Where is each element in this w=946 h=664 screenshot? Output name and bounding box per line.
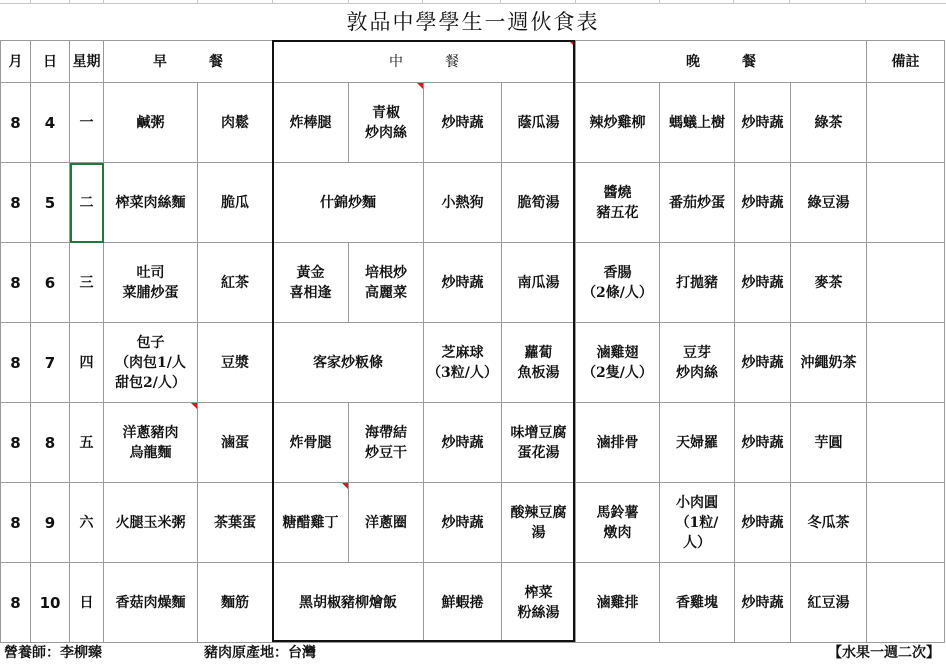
weekly-menu-table [0, 40, 945, 643]
dish-line: 榨菜肉絲麵 [115, 194, 186, 211]
column-tick [30, 0, 31, 3]
column-tick [733, 0, 734, 3]
menu-row [1, 563, 945, 643]
breakfast-dish-cell[interactable] [198, 243, 273, 323]
column-tick [500, 0, 501, 3]
breakfast-dish-cell[interactable] [104, 163, 198, 243]
dish-line: 喜相逢 [289, 284, 332, 301]
header-day[interactable]: 日 [31, 41, 70, 83]
dish-line: 滷雞翅 [596, 344, 639, 361]
lunch-dish-cell[interactable] [502, 83, 576, 163]
lunch-dish-cell[interactable] [502, 403, 576, 483]
dinner-dish-cell[interactable] [576, 483, 660, 563]
month-cell[interactable]: 8 [1, 403, 31, 483]
lunch-dish-cell[interactable] [273, 163, 424, 243]
dish-line: 豆漿 [221, 354, 249, 371]
dish-line: 包子 [136, 334, 165, 351]
dinner-dish-cell[interactable] [660, 323, 735, 403]
breakfast-dish-cell[interactable] [104, 83, 198, 163]
lunch-dish-cell[interactable] [424, 403, 502, 483]
lunch-dish-cell[interactable] [349, 83, 424, 163]
dish-line: 脆瓜 [221, 194, 249, 211]
weekday-cell[interactable]: 一 [70, 83, 104, 163]
breakfast-dish-cell[interactable] [104, 243, 198, 323]
dinner-dish-cell[interactable] [791, 83, 867, 163]
lunch-dish-cell[interactable] [424, 323, 502, 403]
month-cell[interactable]: 8 [1, 483, 31, 563]
lunch-dish-cell[interactable] [349, 243, 424, 323]
dinner-dish-cell[interactable] [791, 403, 867, 483]
dish-line: 海帶結 [365, 424, 407, 441]
dish-line: 烏龍麵 [129, 444, 172, 461]
month-cell[interactable]: 8 [1, 163, 31, 243]
month-cell[interactable]: 8 [1, 243, 31, 323]
breakfast-dish-cell[interactable] [104, 323, 198, 403]
breakfast-dish-cell[interactable] [104, 563, 198, 643]
dish-line: 螞蟻上樹 [669, 114, 725, 131]
dish-line: 燉肉 [603, 524, 632, 541]
lunch-dish-cell[interactable] [502, 163, 576, 243]
dish-line: 洋蔥豬肉 [122, 424, 179, 441]
dinner-dish-cell[interactable] [791, 323, 867, 403]
day-cell[interactable]: 4 [31, 83, 70, 163]
dinner-dish-cell[interactable] [576, 563, 660, 643]
dinner-dish-cell[interactable] [735, 83, 791, 163]
dish-line: 培根炒 [365, 264, 407, 281]
weekday-cell[interactable]: 五 [70, 403, 104, 483]
dish-line: 粉絲湯 [517, 604, 560, 621]
dish-line: 青椒 [372, 104, 400, 121]
dish-line: 魚板湯 [517, 364, 560, 381]
dish-line: 麵筋 [221, 594, 249, 611]
dish-line: 蘿蔔 [524, 344, 553, 361]
notes-cell[interactable] [867, 563, 945, 643]
dish-line: 脆筍湯 [517, 194, 560, 211]
dinner-dish-cell[interactable] [660, 163, 735, 243]
column-tick [348, 0, 349, 3]
lunch-dish-cell[interactable] [349, 403, 424, 483]
column-tick [865, 0, 866, 3]
dish-line: 高麗菜 [365, 284, 407, 301]
dish-line: 湯 [531, 524, 546, 541]
breakfast-dish-cell[interactable] [198, 323, 273, 403]
lunch-dish-cell[interactable] [424, 483, 502, 563]
dinner-dish-cell[interactable] [576, 243, 660, 323]
dinner-dish-cell[interactable] [791, 243, 867, 323]
dish-line: 炒時蔬 [441, 274, 484, 291]
dish-line: 南瓜湯 [517, 274, 560, 291]
header-notes[interactable]: 備註 [867, 41, 945, 83]
dish-line: 炸骨腿 [289, 434, 332, 451]
footer [0, 642, 946, 664]
notes-cell[interactable] [867, 243, 945, 323]
menu-row [1, 163, 945, 243]
dish-line: 洋蔥圈 [365, 514, 407, 531]
menu-row [1, 403, 945, 483]
dish-line: 肉鬆 [221, 114, 249, 131]
breakfast-dish-cell[interactable] [198, 403, 273, 483]
dish-line: 炒時蔬 [741, 114, 784, 131]
dish-line: 什錦炒麵 [320, 194, 376, 211]
dish-line: 蔭瓜湯 [517, 114, 560, 131]
dietitian-note: 營養師：李柳臻 [4, 645, 102, 661]
breakfast-dish-cell[interactable] [104, 483, 198, 563]
lunch-dish-cell[interactable] [273, 83, 349, 163]
dinner-dish-cell[interactable] [735, 403, 791, 483]
dish-line: 炒時蔬 [741, 274, 784, 291]
notes-cell[interactable] [867, 163, 945, 243]
breakfast-dish-cell[interactable] [198, 563, 273, 643]
dish-line: 滷排骨 [596, 434, 639, 451]
breakfast-dish-cell[interactable] [198, 483, 273, 563]
dish-line: 糖醋雞丁 [282, 514, 339, 531]
lunch-dish-cell[interactable] [502, 323, 576, 403]
column-tick [197, 0, 198, 3]
dinner-dish-cell[interactable] [791, 483, 867, 563]
page-title: 敦品中學學生一週伙食表 [346, 10, 600, 34]
dish-line: （2條/人） [582, 284, 653, 301]
dish-line: 炒豆干 [365, 444, 407, 461]
weekday-cell[interactable]: 四 [70, 323, 104, 403]
dish-line: 鹹粥 [136, 114, 165, 131]
dish-line: 天婦羅 [676, 434, 718, 451]
dinner-dish-cell[interactable] [576, 83, 660, 163]
lunch-dish-cell[interactable] [273, 243, 349, 323]
dish-line: 菜脯炒蛋 [122, 284, 179, 301]
dish-line: （肉包1/人 [115, 354, 186, 371]
header-breakfast[interactable]: 早 餐 [104, 41, 273, 83]
column-tick [69, 0, 70, 3]
column-tick [659, 0, 660, 3]
header-weekday[interactable]: 星期 [70, 41, 104, 83]
dish-line: 辣炒雞柳 [589, 114, 646, 131]
column-tick [103, 0, 104, 3]
lunch-dish-cell[interactable] [424, 243, 502, 323]
menu-rows [1, 83, 945, 643]
notes-cell[interactable] [867, 483, 945, 563]
dinner-dish-cell[interactable] [735, 563, 791, 643]
menu-row [1, 323, 945, 403]
dish-line: 綠豆湯 [807, 194, 850, 211]
dish-line: 黑胡椒豬柳燴飯 [299, 594, 397, 611]
dish-line: 馬鈴薯 [596, 504, 639, 521]
dish-line: 香腸 [603, 264, 632, 281]
dinner-dish-cell[interactable] [576, 323, 660, 403]
dish-line: 炸棒腿 [289, 114, 332, 131]
dish-line: 炒時蔬 [741, 434, 784, 451]
dish-line: 味增豆腐 [510, 424, 567, 441]
month-cell[interactable]: 8 [1, 83, 31, 163]
lunch-dish-cell[interactable] [273, 323, 424, 403]
dish-line: 榨菜 [524, 584, 553, 601]
month-cell[interactable]: 8 [1, 323, 31, 403]
dish-line: 香雞塊 [676, 594, 718, 611]
dish-line: 客家炒粄條 [313, 354, 383, 371]
dinner-dish-cell[interactable] [576, 163, 660, 243]
dish-line: 滷蛋 [221, 434, 249, 451]
dish-line: 麥茶 [814, 274, 843, 291]
column-tick [789, 0, 790, 3]
dish-line: 綠茶 [814, 114, 843, 131]
dish-line: 滷雞排 [596, 594, 639, 611]
dinner-dish-cell[interactable] [735, 243, 791, 323]
dish-line: （2隻/人） [582, 364, 653, 381]
column-tick [422, 0, 423, 3]
day-cell[interactable]: 8 [31, 403, 70, 483]
lunch-dish-cell[interactable] [424, 163, 502, 243]
dish-line: 炒時蔬 [441, 514, 484, 531]
dinner-dish-cell[interactable] [576, 403, 660, 483]
dish-line: 鮮蝦捲 [441, 594, 484, 611]
dinner-dish-cell[interactable] [735, 163, 791, 243]
menu-row [1, 243, 945, 323]
dish-line: 火腿玉米粥 [115, 514, 186, 531]
dinner-dish-cell[interactable] [735, 483, 791, 563]
column-tick [575, 0, 576, 3]
dish-line: 沖繩奶茶 [800, 354, 857, 371]
pork-origin-note: 豬肉原產地：台灣 [204, 645, 316, 661]
dish-line: 炒時蔬 [441, 434, 484, 451]
dish-line: 番茄炒蛋 [669, 194, 725, 211]
dish-line: 酸辣豆腐 [510, 504, 567, 521]
dish-line: 茶葉蛋 [214, 514, 256, 531]
dish-line: 炒肉絲 [676, 364, 718, 381]
dish-line: 吐司 [136, 264, 165, 281]
weekday-cell[interactable]: 日 [70, 563, 104, 643]
dish-line: 炒時蔬 [741, 194, 784, 211]
lunch-dish-cell[interactable] [349, 483, 424, 563]
dish-line: （1粒/ [675, 514, 719, 531]
header-row [1, 41, 945, 83]
dish-line: 炒時蔬 [741, 594, 784, 611]
menu-row [1, 83, 945, 163]
weekday-cell[interactable]: 二 [70, 163, 104, 243]
day-cell[interactable]: 7 [31, 323, 70, 403]
dish-line: 冬瓜茶 [807, 514, 850, 531]
header-lunch[interactable]: 中 餐 [273, 41, 576, 83]
dinner-dish-cell[interactable] [791, 563, 867, 643]
menu-row [1, 483, 945, 563]
dish-line: 人） [683, 534, 711, 551]
breakfast-dish-cell[interactable] [198, 163, 273, 243]
dish-line: 紅豆湯 [807, 594, 850, 611]
dish-line: 豆芽 [683, 344, 711, 361]
lunch-dish-cell[interactable] [424, 83, 502, 163]
lunch-dish-cell[interactable] [502, 243, 576, 323]
weekday-cell[interactable]: 三 [70, 243, 104, 323]
dish-line: 炒時蔬 [441, 114, 484, 131]
column-tick [272, 0, 273, 3]
lunch-dish-cell[interactable] [424, 563, 502, 643]
breakfast-dish-cell[interactable] [104, 403, 198, 483]
dish-line: （3粒/人） [427, 364, 498, 381]
dinner-dish-cell[interactable] [660, 83, 735, 163]
lunch-dish-cell[interactable] [502, 563, 576, 643]
day-cell[interactable]: 6 [31, 243, 70, 323]
dish-line: 小肉圓 [676, 494, 718, 511]
dinner-dish-cell[interactable] [660, 483, 735, 563]
dish-line: 芝麻球 [441, 344, 484, 361]
dish-line: 香菇肉燥麵 [115, 594, 186, 611]
dish-line: 甜包2/人） [115, 374, 186, 391]
dinner-dish-cell[interactable] [791, 163, 867, 243]
dish-line: 醬燒 [603, 184, 632, 201]
lunch-dish-cell[interactable] [273, 563, 424, 643]
header-dinner[interactable]: 晚 餐 [576, 41, 867, 83]
day-cell[interactable]: 9 [31, 483, 70, 563]
day-cell[interactable]: 5 [31, 163, 70, 243]
notes-cell[interactable] [867, 83, 945, 163]
weekday-cell[interactable]: 六 [70, 483, 104, 563]
lunch-dish-cell[interactable] [273, 483, 349, 563]
dish-line: 小熱狗 [441, 194, 484, 211]
day-cell[interactable]: 10 [31, 563, 70, 643]
dinner-dish-cell[interactable] [735, 323, 791, 403]
breakfast-dish-cell[interactable] [198, 83, 273, 163]
dish-line: 炒時蔬 [741, 514, 784, 531]
lunch-dish-cell[interactable] [502, 483, 576, 563]
fruit-note: 【水果一週二次】 [828, 645, 940, 661]
dish-line: 豬五花 [596, 204, 639, 221]
header-month[interactable]: 月 [1, 41, 31, 83]
month-cell[interactable]: 8 [1, 563, 31, 643]
dish-line: 打拋豬 [676, 274, 718, 291]
dish-line: 紅茶 [221, 274, 249, 291]
dish-line: 炒肉絲 [365, 124, 407, 141]
notes-cell[interactable] [867, 323, 945, 403]
dish-line: 芋圓 [814, 434, 843, 451]
dinner-dish-cell[interactable] [660, 563, 735, 643]
dish-line: 黃金 [296, 264, 325, 281]
dish-line: 蛋花湯 [517, 444, 560, 461]
dinner-dish-cell[interactable] [660, 403, 735, 483]
dish-line: 炒時蔬 [741, 354, 784, 371]
notes-cell[interactable] [867, 403, 945, 483]
dinner-dish-cell[interactable] [660, 243, 735, 323]
lunch-dish-cell[interactable] [273, 403, 349, 483]
